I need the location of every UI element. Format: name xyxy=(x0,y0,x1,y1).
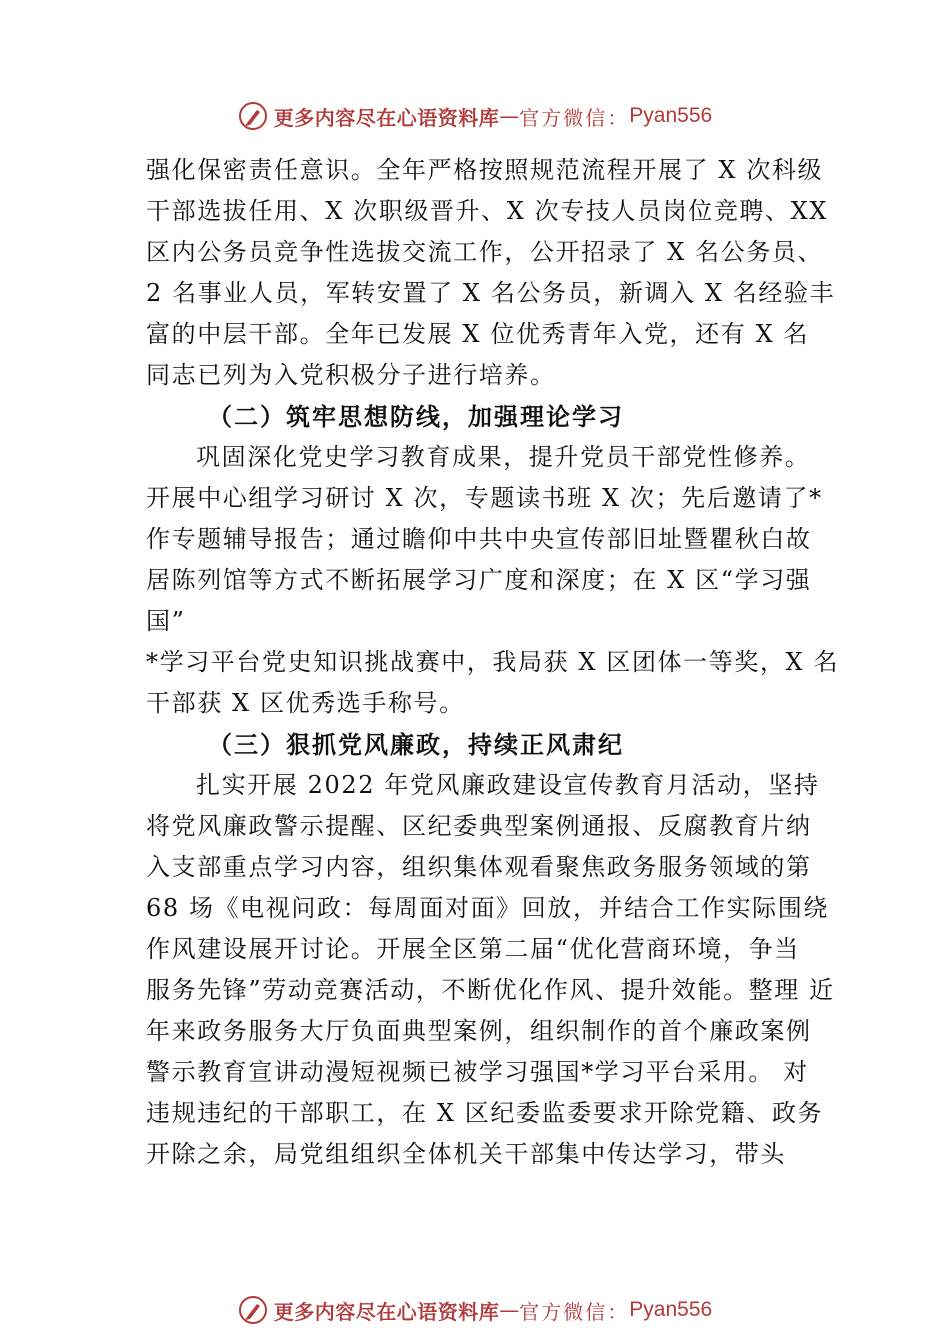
body-line: 开除之余，局党组组织全体机关干部集中传达学习，带头 xyxy=(146,1140,786,1168)
body-line: 违规违纪的干部职工，在 X 区纪委监委要求开除党籍、政务 xyxy=(146,1099,824,1127)
body-line: 68 场《电视问政：每周面对面》回放，并结合工作实际围绕 xyxy=(146,894,829,922)
body-line: 巩固深化党史学习教育成果，提升党员干部党性修养。 xyxy=(196,443,811,471)
body-line: 区内公务员竞争性选拔交流工作，公开招录了 X 名公务员、 xyxy=(146,238,824,266)
body-line: 将党风廉政警示提醒、区纪委典型案例通报、反腐教育片纳 xyxy=(146,812,812,840)
banner-label: 官方微信： xyxy=(519,1299,630,1324)
body-line: 国” xyxy=(146,607,186,635)
body-line: 入支部重点学习内容，组织集体观看聚焦政务服务领域的第 xyxy=(146,853,812,881)
banner-brand: 更多内容尽在心语资料库 xyxy=(273,1299,500,1324)
body-line: 扎实开展 2022 年党风廉政建设宣传教育月活动，坚持 xyxy=(196,771,820,799)
document-body xyxy=(146,150,840,1175)
body-line: 干部获 X 区优秀选手称号。 xyxy=(146,689,465,717)
body-line: 年来政务服务大厅负面典型案例，组织制作的首个廉政案例 xyxy=(146,1017,812,1045)
body-line: 作专题辅导报告；通过瞻仰中共中央宣传部旧址暨瞿秋白故 xyxy=(146,525,812,553)
header-banner xyxy=(0,96,950,136)
footer-banner xyxy=(0,1290,950,1330)
pen-logo-icon xyxy=(238,1295,268,1325)
section-heading-2: （二）筑牢思想防线，加强理论学习 xyxy=(208,402,624,431)
body-line: 作风建设展开讨论。开展全区第二届“优化营商环境，争当 xyxy=(146,935,800,963)
banner-wechat-id: Pyan556 xyxy=(629,104,713,127)
body-line: 服务先锋”劳动竞赛活动，不断优化作风、提升效能。整理 近 xyxy=(146,976,835,1004)
body-line: 警示教育宣讲动漫短视频已被学习强国*学习平台采用。 对 xyxy=(146,1058,809,1086)
body-line: 居陈列馆等方式不断拓展学习广度和深度；在 X 区“学习强 xyxy=(146,566,812,594)
banner-separator: — xyxy=(499,104,520,128)
banner-label: 官方微信： xyxy=(519,105,630,130)
body-line: 2 名事业人员，军转安置了 X 名公务员，新调入 X 名经验丰 xyxy=(146,279,836,307)
banner-brand: 更多内容尽在心语资料库 xyxy=(273,105,500,130)
body-line: 开展中心组学习研讨 X 次，专题读书班 X 次；先后邀请了* xyxy=(146,484,823,512)
section-heading-3: （三）狠抓党风廉政，持续正风肃纪 xyxy=(208,730,624,759)
body-line: 干部选拔任用、X 次职级晋升、X 次专技人员岗位竞聘、XX xyxy=(146,197,828,225)
banner-wechat-id: Pyan556 xyxy=(629,1298,713,1321)
body-line: 富的中层干部。全年已发展 X 位优秀青年入党，还有 X 名 xyxy=(146,320,810,348)
banner-separator: — xyxy=(499,1298,520,1322)
body-line: *学习平台党史知识挑战赛中，我局获 X 区团体一等奖，X 名 xyxy=(146,648,840,676)
body-line: 强化保密责任意识。全年严格按照规范流程开展了 X 次科级 xyxy=(146,156,824,184)
pen-logo-icon xyxy=(238,101,268,131)
body-line: 同志已列为入党积极分子进行培养。 xyxy=(146,361,556,389)
